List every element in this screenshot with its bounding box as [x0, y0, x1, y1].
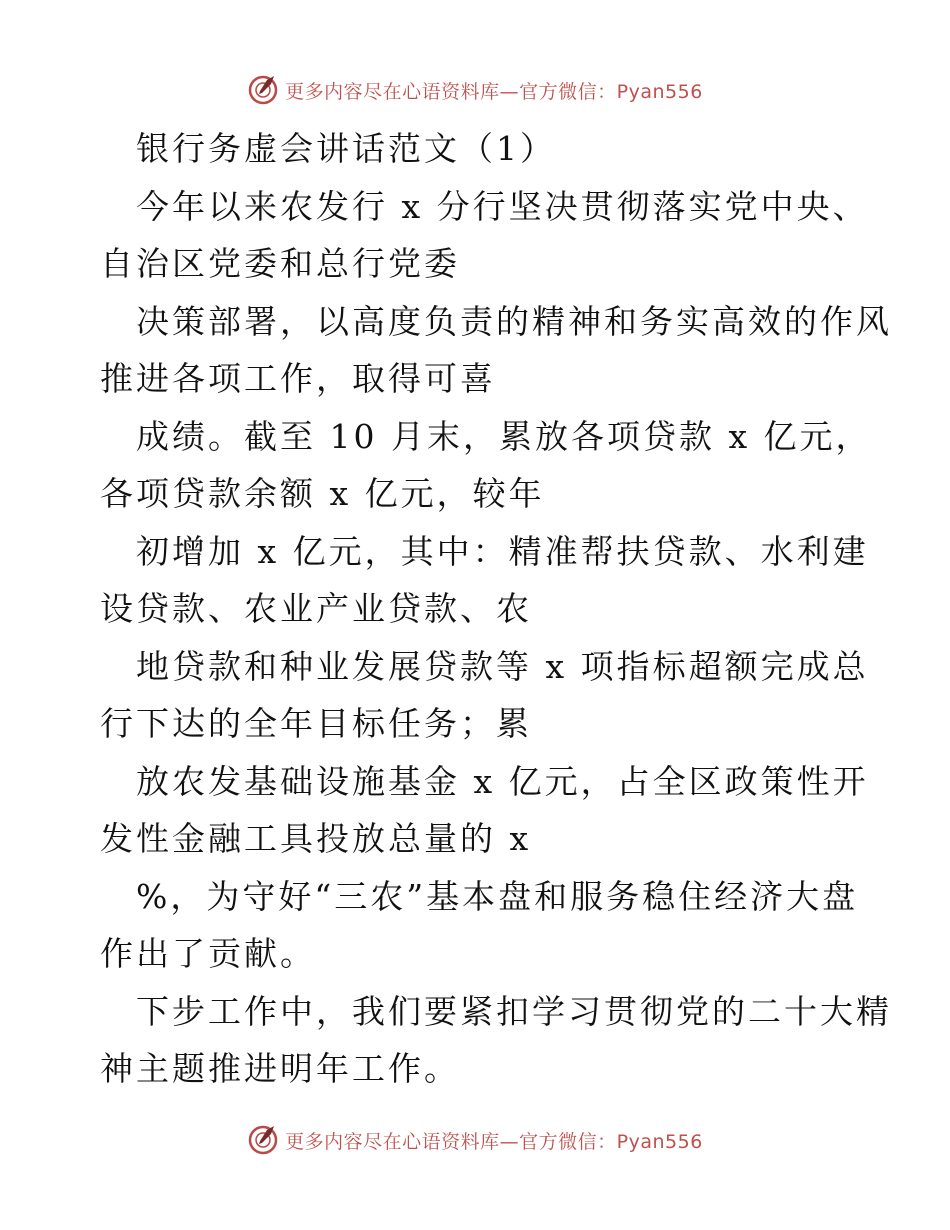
text-line: 自治区党委和总行党委: [100, 244, 460, 283]
text-line: 设贷款、农业产业贷款、农: [100, 589, 532, 628]
text-line: 地贷款和种业发展贷款等 x 项指标超额完成总: [136, 646, 869, 686]
text-line: 决策部署，以高度负责的精神和务实高效的作风: [136, 301, 892, 341]
text-line: %，为守好“三农”基本盘和服务稳住经济大盘: [136, 876, 859, 916]
text-line: 作出了贡献。: [100, 934, 316, 973]
text-line: 推进各项工作，取得可喜: [100, 359, 496, 398]
text-line: 神主题推进明年工作。: [100, 1049, 460, 1088]
text-line: 初增加 x 亿元，其中：精准帮扶贷款、水利建: [136, 531, 869, 571]
text-line: 行下达的全年目标任务；累: [100, 704, 532, 743]
watermark-text: 更多内容尽在心语资料库—官方微信：Pyan556: [285, 80, 703, 103]
text-line: 今年以来农发行 x 分行坚决贯彻落实党中央、: [136, 186, 869, 226]
text-line: 下步工作中，我们要紧扣学习贯彻党的二十大精: [136, 991, 892, 1031]
text-line: 放农发基础设施基金 x 亿元，占全区政策性开: [136, 761, 869, 801]
header-watermark-banner: [0, 70, 950, 110]
pen-logo-icon: [247, 1124, 279, 1156]
text-line: 发性金融工具投放总量的 x: [100, 819, 532, 858]
pen-logo-icon: [247, 74, 279, 106]
footer-watermark-banner: [0, 1120, 950, 1160]
document-title: 银行务虚会讲话范文（1）: [136, 129, 556, 168]
document-body: [100, 120, 892, 1098]
text-line: 成绩。截至 10 月末，累放各项贷款 x 亿元，: [136, 416, 872, 456]
watermark-text: 更多内容尽在心语资料库—官方微信：Pyan556: [285, 1130, 703, 1153]
text-line: 各项贷款余额 x 亿元，较年: [100, 474, 545, 513]
